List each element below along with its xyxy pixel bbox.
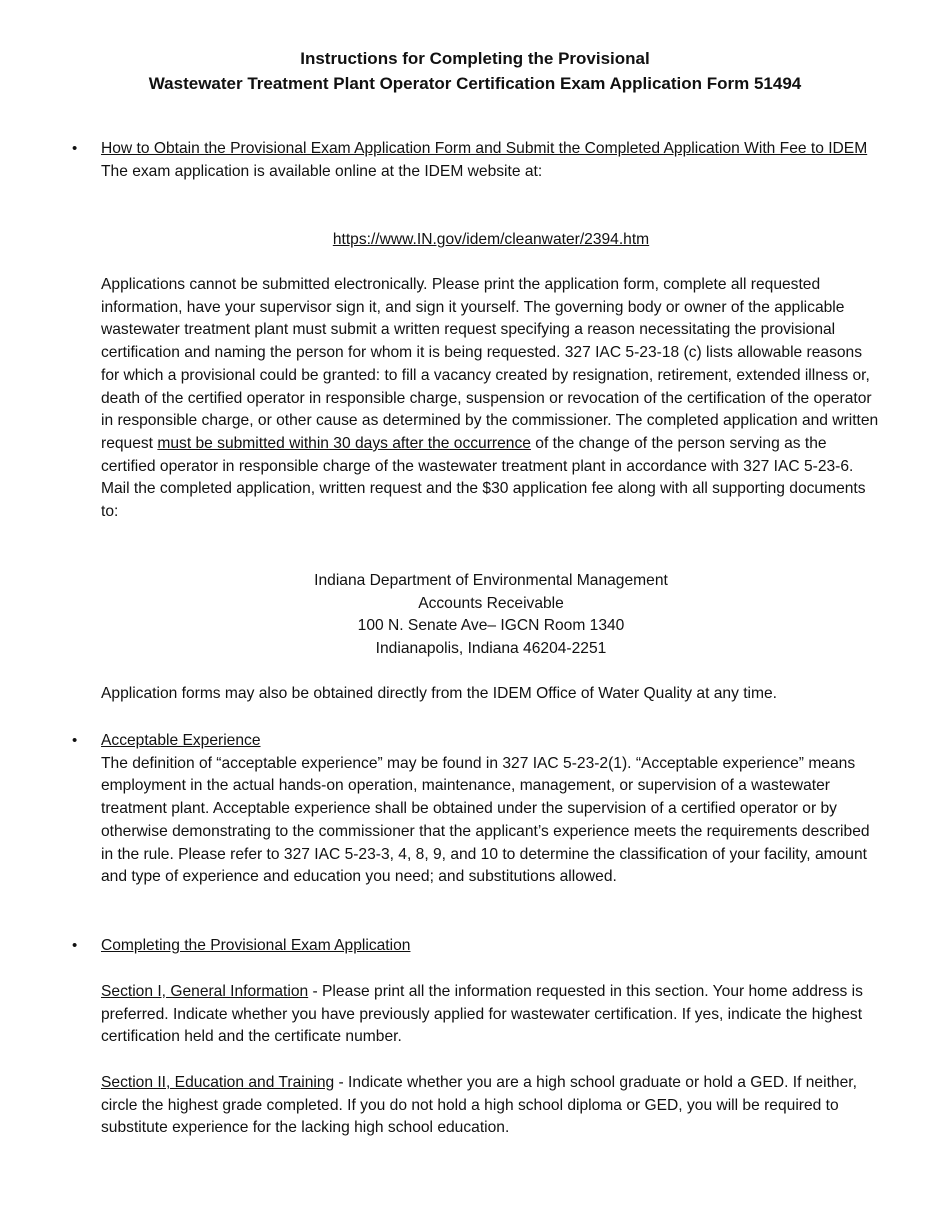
- submission-paragraph: [101, 274, 881, 524]
- section-i-paragraph: [101, 981, 881, 1049]
- mailing-address: [101, 570, 881, 661]
- section-ii-text: - Indicate whether you are a high school graduate or hold a GED. If neither, circle the highest grade completed. If you do not hold a high school diploma or GED, you will be required to substitute experience for the lacking high school education.: [101, 1074, 857, 1137]
- submission-text-a: Applications cannot be submitted electronically. Please print the application form, complete all requested information, have your supervisor sign it, and sign it yourself. The governing body or owner of the applicable wastewater treatment plant must submit a written request specifying a reason necessitating the provisional certification and naming the person for whom it is being requested. 327 IAC 5-23-18 (c) lists allowable reasons for which a provisional could be granted: to fill a vacancy created by resignation, retirement, extended illness or, death of the certified operator in responsible charge, suspension or revocation of the certification of the operator in responsible charge, or other cause as determined by the commissioner. The completed application and written request: [101, 276, 879, 452]
- closing-note: Application forms may also be obtained directly from the IDEM Office of Water Quality at any time.: [101, 685, 778, 702]
- heading-acceptable-experience: Acceptable Experience: [101, 732, 261, 749]
- deadline-underlined: must be submitted within 30 days after the occurrence: [157, 434, 531, 452]
- submission-text-b: of the change of the person serving as the certified operator in responsible charge of the wastewater treatment plant in accordance with 327 IAC 5-23-6. Mail the completed application, written request and the $30 application fee along with all supporting documents to:: [101, 434, 866, 521]
- section-completing-application: [101, 935, 881, 958]
- address-line-4: Indianapolis, Indiana 46204-2251: [375, 640, 607, 658]
- intro-text: The exam application is available online at the IDEM website at:: [101, 162, 543, 180]
- section-obtain-form: [101, 138, 881, 183]
- section-ii-education-training: [101, 1072, 881, 1140]
- address-line-1: Indiana Department of Environmental Management: [314, 572, 668, 589]
- section-ii-label: Section II, Education and Training: [101, 1074, 335, 1091]
- experience-body: The definition of “acceptable experience” may be found in 327 IAC 5-23-2(1). “Acceptable experience” means employment in the actual hands-on operation, maintenance, management, or supervision of a wastewater treatment plant. Acceptable experience shall be obtained under the supervision of a certified operator or by otherwise demonstrating to the commissioner that the applicant’s experience meets the requirements described in the rule. Please refer to 327 IAC 5-23-3, 4, 8, 9, and 10 to determine the classification of your facility, amount and type of experience and education you need; and substitutions allowed.: [101, 754, 870, 886]
- idem-website-link[interactable]: https://www.IN.gov/idem/cleanwater/2394.htm: [332, 231, 650, 248]
- section-i-general-information: [101, 981, 881, 1049]
- section-acceptable-experience: [101, 730, 881, 889]
- bullet-experience: •: [72, 732, 78, 749]
- address-line-3: 100 N. Senate Ave– IGCN Room 1340: [357, 617, 625, 635]
- heading-completing-application: Completing the Provisional Exam Application: [101, 937, 411, 954]
- section-ii-paragraph: [101, 1072, 881, 1140]
- bullet-completing: •: [72, 937, 78, 954]
- document-title-line-1: Instructions for Completing the Provisional: [300, 49, 650, 68]
- heading-obtain-form: How to Obtain the Provisional Exam Application Form and Submit the Completed Application With Fee to IDEM: [101, 140, 868, 157]
- section-i-text: - Please print all the information requested in this section. Your home address is preferred. Indicate whether you have previously applied for wastewater certification. If yes, indicate the highest certification held and the certificate number.: [101, 983, 863, 1046]
- section-i-label: Section I, General Information: [101, 983, 309, 1000]
- address-line-2: Accounts Receivable: [418, 594, 564, 612]
- document-title-line-2: Wastewater Treatment Plant Operator Certification Exam Application Form 51494: [148, 74, 802, 93]
- submission-instructions: [101, 274, 881, 524]
- url-line: [101, 229, 881, 252]
- bullet-obtain-form: •: [72, 140, 78, 157]
